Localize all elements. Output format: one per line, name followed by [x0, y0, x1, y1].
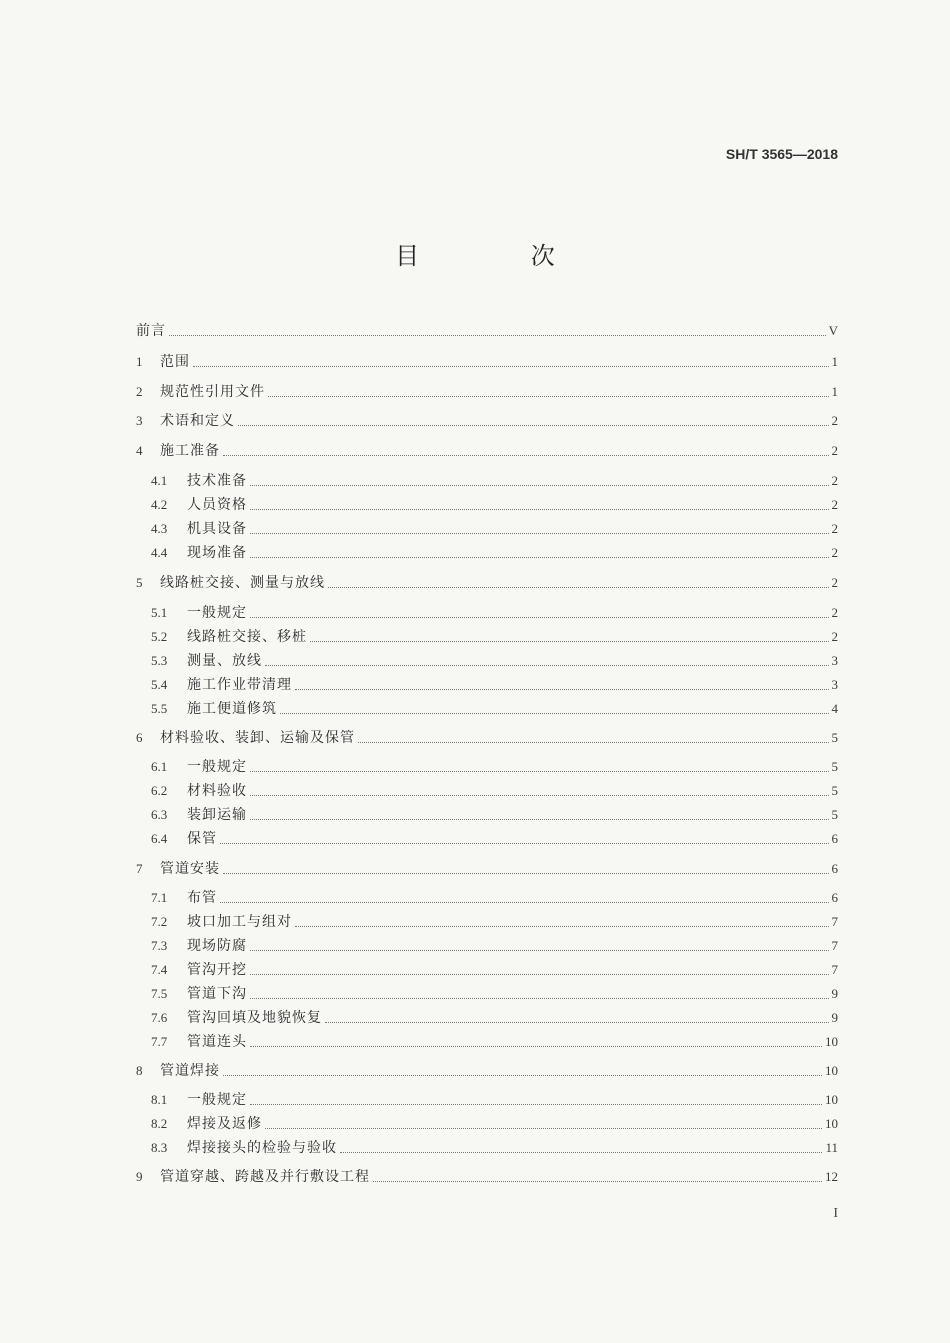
dot-leader [250, 533, 829, 534]
toc-entry-label: 现场防腐 [187, 938, 247, 954]
toc-entry-number: 5.3 [151, 653, 168, 668]
toc-subentry[interactable] [136, 802, 838, 824]
toc-subentry[interactable] [136, 1005, 838, 1027]
dot-leader [265, 1128, 822, 1129]
toc-entry-label: 装卸运输 [187, 807, 247, 823]
toc-entry-label: 布管 [187, 890, 217, 906]
toc-entry-number: 7.3 [151, 938, 168, 953]
toc-entry-page: 1 [831, 384, 838, 399]
toc-entry-page: 5 [831, 730, 838, 745]
toc-entry-number: 8.1 [151, 1092, 168, 1107]
dot-leader [250, 998, 829, 999]
toc-subentry[interactable] [136, 981, 838, 1003]
toc-entry-number: 5.1 [151, 605, 168, 620]
toc-entry-label: 施工作业带清理 [187, 677, 292, 693]
toc-entry-label: 机具设备 [187, 521, 247, 537]
toc-subentry[interactable] [136, 909, 838, 931]
toc-entry[interactable] [136, 856, 838, 878]
toc-entry-label: 施工便道修筑 [187, 701, 277, 717]
toc-entry-number: 9 [136, 1169, 143, 1184]
toc-entry-number: 7.5 [151, 986, 168, 1001]
toc-subentry[interactable] [136, 826, 838, 848]
toc-entry-page: 2 [831, 575, 838, 590]
toc-entry-number: 6 [136, 730, 143, 745]
toc-entry-number: 7.7 [151, 1034, 168, 1049]
toc-subentry[interactable] [136, 1135, 838, 1157]
toc-subentry[interactable] [136, 885, 838, 907]
toc-entry-label: 管道安装 [160, 861, 220, 877]
toc-entry-number: 4.3 [151, 521, 168, 536]
toc-entry-page: 5 [831, 783, 838, 798]
toc-entry-page: 2 [831, 629, 838, 644]
dot-leader [325, 1022, 829, 1023]
toc-entry-label: 保管 [187, 831, 217, 847]
toc-entry-number: 3 [136, 413, 143, 428]
toc-entry-label: 管道焊接 [160, 1063, 220, 1079]
toc-entry-page: 10 [825, 1116, 838, 1131]
toc-entry-number: 6.4 [151, 831, 168, 846]
toc-title: 目 次 [395, 242, 607, 270]
dot-leader [250, 1104, 822, 1105]
toc-subentry[interactable] [136, 933, 838, 955]
dot-leader [358, 742, 829, 743]
toc-subentry[interactable] [136, 516, 838, 538]
toc-entry-label: 管道穿越、跨越及并行敷设工程 [160, 1169, 370, 1185]
toc-entry[interactable] [136, 725, 838, 747]
toc-entry-page: 3 [831, 653, 838, 668]
toc-subentry[interactable] [136, 624, 838, 646]
toc-subentry[interactable] [136, 1087, 838, 1109]
toc-entry[interactable] [136, 408, 838, 430]
dot-leader [220, 843, 829, 844]
toc-entry-page: 9 [831, 986, 838, 1001]
dot-leader [295, 689, 829, 690]
toc-entry-page: V [828, 323, 838, 338]
toc-entry-label: 焊接及返修 [187, 1116, 262, 1132]
toc-subentry[interactable] [136, 957, 838, 979]
toc-entry-page: 11 [825, 1140, 838, 1155]
toc-entry-page: 10 [825, 1034, 838, 1049]
toc-entry-number: 7.4 [151, 962, 168, 977]
toc-subentry[interactable] [136, 1111, 838, 1133]
toc-entry-number: 5.5 [151, 701, 168, 716]
toc-entry-label: 一般规定 [187, 605, 247, 621]
toc-entry-page: 2 [831, 497, 838, 512]
toc-entry[interactable] [136, 1058, 838, 1080]
page-number: I [833, 1206, 838, 1221]
toc-entry-page: 2 [831, 521, 838, 536]
toc-subentry[interactable] [136, 468, 838, 490]
toc-entry-number: 4.4 [151, 545, 168, 560]
toc-entry-label: 规范性引用文件 [160, 384, 265, 400]
toc-entry-number: 8.2 [151, 1116, 168, 1131]
toc-entry-page: 7 [831, 938, 838, 953]
toc-entry-page: 6 [831, 890, 838, 905]
toc-entry-page: 5 [831, 807, 838, 822]
toc-entry-number: 2 [136, 384, 143, 399]
toc-entry-label: 管道连头 [187, 1034, 247, 1050]
toc-entry-number: 7.6 [151, 1010, 168, 1025]
toc-subentry[interactable] [136, 778, 838, 800]
toc-entry-label: 施工准备 [160, 443, 220, 459]
dot-leader [250, 974, 829, 975]
dot-leader [169, 335, 826, 336]
toc-subentry[interactable] [136, 648, 838, 670]
dot-leader [223, 873, 829, 874]
toc-entry[interactable] [136, 438, 838, 460]
toc-subentry[interactable] [136, 600, 838, 622]
dot-leader [223, 455, 829, 456]
dot-leader [373, 1181, 822, 1182]
dot-leader [250, 557, 829, 558]
dot-leader [250, 509, 829, 510]
toc-entry-number: 8.3 [151, 1140, 168, 1155]
toc-entry[interactable] [136, 570, 838, 592]
dot-leader [250, 617, 829, 618]
toc-entry-label: 材料验收、装卸、运输及保管 [160, 730, 355, 746]
toc-entry-label: 一般规定 [187, 1092, 247, 1108]
toc-entry-label: 现场准备 [187, 545, 247, 561]
dot-leader [250, 1046, 822, 1047]
toc-entry[interactable] [136, 318, 838, 340]
toc-entry-label: 测量、放线 [187, 653, 262, 669]
toc-entry-page: 2 [831, 413, 838, 428]
dot-leader [250, 819, 829, 820]
dot-leader [223, 1075, 822, 1076]
toc-entry-number: 1 [136, 354, 143, 369]
toc-entry-label: 管沟开挖 [187, 962, 247, 978]
dot-leader [193, 366, 829, 367]
toc-entry-number: 7 [136, 861, 143, 876]
dot-leader [295, 926, 829, 927]
dot-leader [250, 771, 829, 772]
dot-leader [250, 950, 829, 951]
toc-entry-page: 2 [831, 443, 838, 458]
dot-leader [250, 485, 829, 486]
toc-entry-page: 2 [831, 473, 838, 488]
toc-entry-label: 范围 [160, 354, 190, 370]
toc-entry-number: 4.1 [151, 473, 168, 488]
toc-entry-label: 线路桩交接、移桩 [187, 629, 307, 645]
dot-leader [265, 665, 829, 666]
dot-leader [340, 1152, 822, 1153]
toc-entry-label: 坡口加工与组对 [187, 914, 292, 930]
toc-entry-label: 前言 [136, 323, 166, 339]
toc-entry-number: 5 [136, 575, 143, 590]
toc-entry[interactable] [136, 1164, 838, 1186]
standard-code: SH/T 3565—2018 [725, 146, 838, 162]
toc-entry-page: 3 [831, 677, 838, 692]
dot-leader [280, 713, 829, 714]
toc-entry-number: 4 [136, 443, 143, 458]
toc-entry-page: 9 [831, 1010, 838, 1025]
toc-entry-page: 10 [825, 1063, 838, 1078]
toc-entry-label: 管沟回填及地貌恢复 [187, 1010, 322, 1026]
toc-entry-number: 7.2 [151, 914, 168, 929]
toc-entry-number: 7.1 [151, 890, 168, 905]
toc-subentry[interactable] [136, 672, 838, 694]
toc-entry-number: 4.2 [151, 497, 168, 512]
toc-entry-label: 材料验收 [187, 783, 247, 799]
toc-entry-number: 6.2 [151, 783, 168, 798]
toc-subentry[interactable] [136, 696, 838, 718]
toc-entry-page: 7 [831, 914, 838, 929]
toc-entry-number: 5.4 [151, 677, 168, 692]
dot-leader [268, 396, 829, 397]
toc-entry-page: 2 [831, 605, 838, 620]
toc-entry-page: 7 [831, 962, 838, 977]
toc-entry-label: 管道下沟 [187, 986, 247, 1002]
toc-entry-number: 6.1 [151, 759, 168, 774]
toc-subentry[interactable] [136, 754, 838, 776]
toc-entry-page: 6 [831, 831, 838, 846]
toc-entry-page: 2 [831, 545, 838, 560]
toc-entry-number: 5.2 [151, 629, 168, 644]
toc-entry[interactable] [136, 349, 838, 371]
toc-entry-page: 5 [831, 759, 838, 774]
toc-entry-number: 6.3 [151, 807, 168, 822]
toc-entry-page: 4 [831, 701, 838, 716]
dot-leader [250, 795, 829, 796]
toc-subentry[interactable] [136, 540, 838, 562]
toc-entry-page: 12 [825, 1169, 838, 1184]
toc-entry-label: 焊接接头的检验与验收 [187, 1140, 337, 1156]
toc-entry-page: 6 [831, 861, 838, 876]
toc-entry-page: 10 [825, 1092, 838, 1107]
toc-entry-label: 技术准备 [187, 473, 247, 489]
dot-leader [328, 587, 829, 588]
toc-subentry[interactable] [136, 1029, 838, 1051]
toc-entry-number: 8 [136, 1063, 143, 1078]
toc-entry-page: 1 [831, 354, 838, 369]
toc-entry-label: 术语和定义 [160, 413, 235, 429]
dot-leader [238, 425, 829, 426]
toc-entry-label: 一般规定 [187, 759, 247, 775]
toc-subentry[interactable] [136, 492, 838, 514]
toc-entry[interactable] [136, 379, 838, 401]
toc-entry-label: 人员资格 [187, 497, 247, 513]
toc-entry-label: 线路桩交接、测量与放线 [160, 575, 325, 591]
dot-leader [310, 641, 829, 642]
dot-leader [220, 902, 829, 903]
